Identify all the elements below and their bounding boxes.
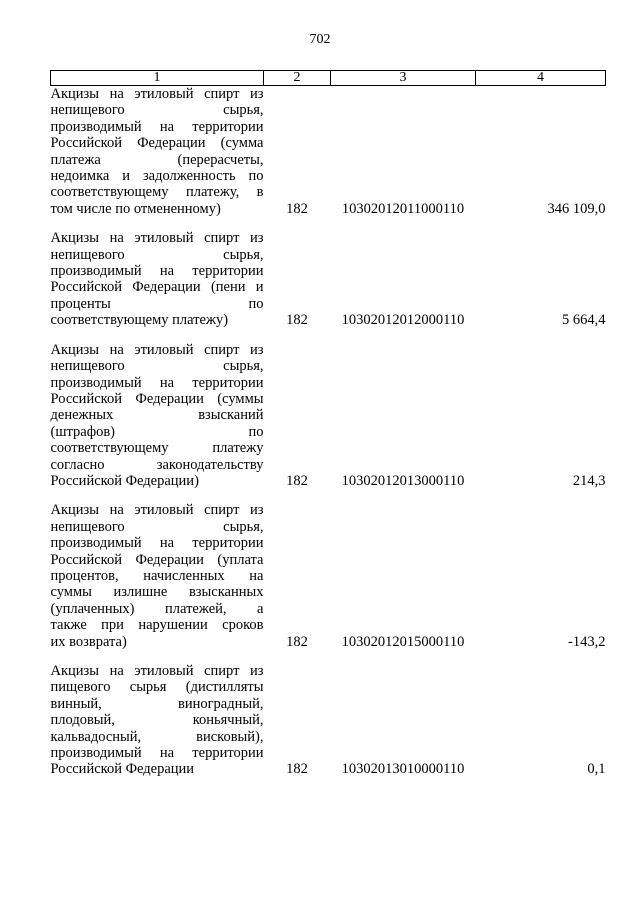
description-line: Российской Федерации (сумма [50,135,264,152]
description-line: винный, виноградный, [50,695,264,712]
description-line: Российской Федерации) [50,472,199,489]
amount-value: 346 109,0 [547,200,606,217]
administrator-code: 182 [286,472,308,489]
description-line: том числе по отмененному) [50,200,221,217]
description-line: (штрафов) по [50,423,264,440]
description-line: их возврата) [50,633,127,650]
description-line: непищевого сырья, [50,246,264,263]
row-spacer-cell [51,218,606,230]
table-row [51,230,606,329]
description-line: проценты по [50,295,264,312]
description-line: производимый на территории [50,745,264,762]
table-row [51,663,606,779]
table-body [51,86,606,779]
page-number: 702 [309,32,331,47]
administrator-code: 182 [286,200,308,217]
revenue-table [50,70,606,779]
amount-value: 0,1 [587,761,606,778]
description-line: Акцизы на этиловый спирт из [50,341,264,358]
row-spacer [51,218,606,230]
row-spacer-cell [51,490,606,502]
administrator-code: 182 [286,633,308,650]
amount-value: -143,2 [568,633,606,650]
description-line: процентов, начисленных на [50,567,264,584]
description-line: Российской Федерации (пени и [50,279,264,296]
description-line: производимый на территории [50,118,264,135]
row-spacer-cell [51,330,606,342]
budget-classification-code: 10302012011000110 [341,200,465,217]
row-spacer [51,330,606,342]
revenue-description [51,502,264,651]
administrator-code: 182 [286,761,308,778]
budget-classification-code: 10302012013000110 [341,472,465,489]
table-row [51,86,606,219]
table-row [51,342,606,491]
description-line: производимый на территории [50,535,264,552]
description-line: суммы излишне взысканных [50,584,264,601]
revenue-description [51,230,264,329]
table-row [51,502,606,651]
column-number-4: 4 [476,71,606,86]
description-line: также при нарушении сроков [50,617,264,634]
column-number-2: 2 [264,71,331,86]
amount-value: 5 664,4 [562,312,606,329]
column-number-header-row [51,71,606,86]
description-line: кальвадосный, висковый), [50,728,264,745]
description-line: недоимка и задолженность по [50,168,264,185]
description-line: Российской Федерации [50,761,195,778]
description-line: согласно законодательству [50,456,264,473]
description-line: Акцизы на этиловый спирт из [50,502,264,519]
description-line: производимый на территории [50,374,264,391]
description-line: непищевого сырья, [50,518,264,535]
column-number-1: 1 [51,71,264,86]
description-line: Акцизы на этиловый спирт из [50,230,264,247]
description-line: соответствующему платежу, в [50,184,264,201]
description-line: платежа (перерасчеты, [50,151,264,168]
description-line: Российской Федерации (уплата [50,551,264,568]
administrator-code: 182 [286,312,308,329]
description-line: пищевого сырья (дистилляты [50,679,264,696]
description-line: соответствующему платежу [50,440,264,457]
description-line: Российской Федерации (суммы [50,390,264,407]
description-line: соответствующему платежу) [50,312,229,329]
description-line: Акцизы на этиловый спирт из [50,86,264,102]
description-line: денежных взысканий [50,407,264,424]
budget-classification-code: 10302013010000110 [341,761,465,778]
row-spacer [51,490,606,502]
revenue-description [51,86,264,219]
description-line: непищевого сырья, [50,102,264,119]
revenue-description [51,663,264,779]
budget-classification-code: 10302012012000110 [341,312,465,329]
description-line: непищевого сырья, [50,358,264,375]
revenue-description [51,342,264,491]
description-line: Акцизы на этиловый спирт из [50,663,264,679]
column-number-3: 3 [331,71,476,86]
row-spacer-cell [51,651,606,663]
row-spacer [51,651,606,663]
description-line: (уплаченных) платежей, а [50,600,264,617]
description-line: производимый на территории [50,263,264,280]
amount-value: 214,3 [572,472,606,489]
description-line: плодовый, коньячный, [50,712,264,729]
budget-classification-code: 10302012015000110 [341,633,465,650]
